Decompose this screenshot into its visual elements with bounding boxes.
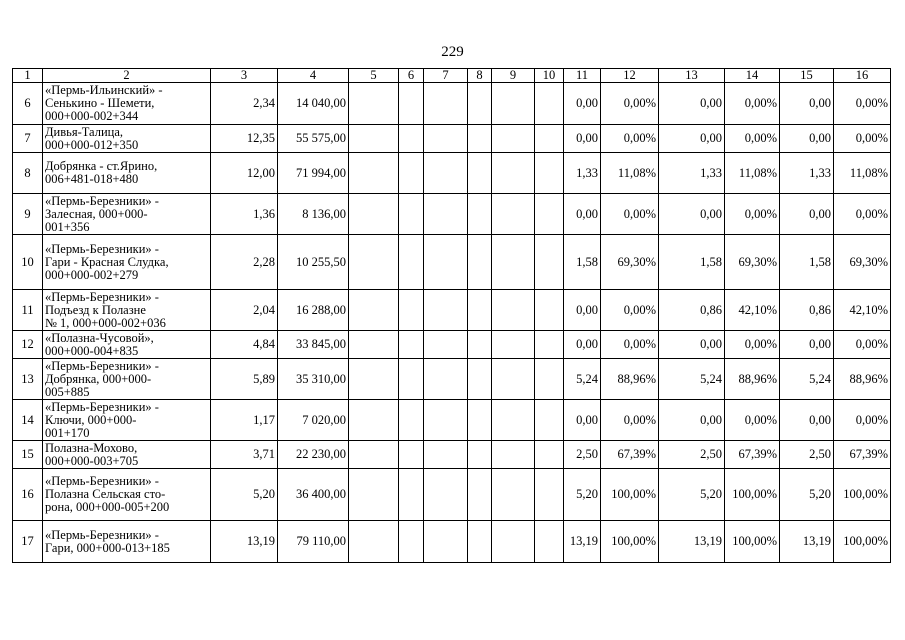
empty-cell-col7 (424, 153, 468, 194)
empty-cell-col7 (424, 441, 468, 469)
col13-cell: 0,00 (659, 194, 725, 235)
column-header-5: 5 (349, 69, 399, 83)
empty-cell-col9 (492, 153, 535, 194)
empty-cell-col7 (424, 469, 468, 521)
col16-cell: 0,00% (834, 83, 891, 125)
col13-cell: 0,00 (659, 83, 725, 125)
road-name-line: 000+000-002+279 (45, 267, 139, 282)
empty-cell-col10 (535, 125, 564, 153)
empty-cell-col5 (349, 359, 399, 400)
col14-cell: 100,00% (725, 469, 780, 521)
road-name-cell (43, 441, 211, 469)
col12-cell: 0,00% (601, 400, 659, 441)
col3-cell: 5,89 (211, 359, 278, 400)
col4-cell: 79 110,00 (278, 521, 349, 563)
empty-cell-col10 (535, 331, 564, 359)
col15-cell: 0,00 (780, 194, 834, 235)
empty-cell-col8 (468, 235, 492, 290)
col14-cell: 67,39% (725, 441, 780, 469)
empty-cell-col5 (349, 125, 399, 153)
road-name-line: Дивья-Талица, (45, 124, 124, 139)
col11-cell: 1,33 (564, 153, 601, 194)
col12-cell: 0,00% (601, 331, 659, 359)
empty-cell-col9 (492, 441, 535, 469)
empty-cell-col6 (399, 469, 424, 521)
road-name-cell (43, 125, 211, 153)
col11-cell: 5,20 (564, 469, 601, 521)
row-number-cell: 7 (13, 125, 43, 153)
road-name-cell (43, 290, 211, 331)
column-header-14: 14 (725, 69, 780, 83)
row-number-cell: 8 (13, 153, 43, 194)
col12-cell: 0,00% (601, 83, 659, 125)
col12-cell: 67,39% (601, 441, 659, 469)
empty-cell-col9 (492, 359, 535, 400)
table-row (13, 331, 891, 359)
empty-cell-col5 (349, 469, 399, 521)
empty-cell-col8 (468, 125, 492, 153)
col4-cell: 7 020,00 (278, 400, 349, 441)
col12-cell: 69,30% (601, 235, 659, 290)
col16-cell: 0,00% (834, 400, 891, 441)
road-name-line: «Пермь-Березники» - (45, 474, 159, 488)
col14-cell: 0,00% (725, 83, 780, 125)
empty-cell-col8 (468, 441, 492, 469)
col13-cell: 1,58 (659, 235, 725, 290)
empty-cell-col6 (399, 290, 424, 331)
table-row (13, 359, 891, 400)
empty-cell-col6 (399, 521, 424, 563)
col13-cell: 0,00 (659, 125, 725, 153)
road-name-line: Подъезд к Полазне (45, 302, 146, 317)
column-header-3: 3 (211, 69, 278, 83)
road-name-cell (43, 359, 211, 400)
empty-cell-col10 (535, 469, 564, 521)
table-row (13, 469, 891, 521)
table-row (13, 521, 891, 563)
col15-cell: 0,00 (780, 331, 834, 359)
page-number: 229 (441, 44, 464, 60)
empty-cell-col8 (468, 400, 492, 441)
road-name-line: 000+000-003+705 (45, 453, 139, 468)
col15-cell: 0,00 (780, 83, 834, 125)
col4-cell: 36 400,00 (278, 469, 349, 521)
empty-cell-col8 (468, 469, 492, 521)
empty-cell-col10 (535, 441, 564, 469)
col16-cell: 11,08% (834, 153, 891, 194)
col4-cell: 8 136,00 (278, 194, 349, 235)
row-number-cell: 16 (13, 469, 43, 521)
road-name-line: 000+000-004+835 (45, 343, 139, 358)
road-name-cell (43, 235, 211, 290)
column-header-12: 12 (601, 69, 659, 83)
column-header-10: 10 (535, 69, 564, 83)
col15-cell: 0,86 (780, 290, 834, 331)
table-row (13, 290, 891, 331)
col15-cell: 1,58 (780, 235, 834, 290)
col3-cell: 2,28 (211, 235, 278, 290)
table-row (13, 125, 891, 153)
empty-cell-col8 (468, 521, 492, 563)
col14-cell: 69,30% (725, 235, 780, 290)
col11-cell: 0,00 (564, 290, 601, 331)
col12-cell: 100,00% (601, 521, 659, 563)
table-row (13, 153, 891, 194)
col14-cell: 0,00% (725, 194, 780, 235)
column-header-11: 11 (564, 69, 601, 83)
column-header-16: 16 (834, 69, 891, 83)
col14-cell: 88,96% (725, 359, 780, 400)
col15-cell: 0,00 (780, 400, 834, 441)
col12-cell: 0,00% (601, 125, 659, 153)
empty-cell-col7 (424, 290, 468, 331)
road-name-line: 001+170 (45, 425, 90, 440)
empty-cell-col9 (492, 400, 535, 441)
col13-cell: 5,20 (659, 469, 725, 521)
column-header-2: 2 (43, 69, 211, 83)
col15-cell: 0,00 (780, 125, 834, 153)
col3-cell: 1,36 (211, 194, 278, 235)
column-header-6: 6 (399, 69, 424, 83)
col12-cell: 88,96% (601, 359, 659, 400)
col14-cell: 11,08% (725, 153, 780, 194)
data-table (12, 68, 891, 563)
col4-cell: 71 994,00 (278, 153, 349, 194)
row-number-cell: 15 (13, 441, 43, 469)
empty-cell-col7 (424, 359, 468, 400)
row-number-cell: 12 (13, 331, 43, 359)
road-name-line: 001+356 (45, 219, 90, 234)
column-header-15: 15 (780, 69, 834, 83)
road-name-line: Добрянка - ст.Ярино, (45, 159, 158, 173)
road-name-cell (43, 83, 211, 125)
road-name-line: «Полазна-Чусовой», (45, 330, 154, 345)
col11-cell: 1,58 (564, 235, 601, 290)
col15-cell: 13,19 (780, 521, 834, 563)
road-name-line: № 1, 000+000-002+036 (45, 315, 166, 330)
table-row (13, 194, 891, 235)
col16-cell: 88,96% (834, 359, 891, 400)
empty-cell-col8 (468, 194, 492, 235)
col13-cell: 0,86 (659, 290, 725, 331)
row-number-cell: 11 (13, 290, 43, 331)
col16-cell: 0,00% (834, 125, 891, 153)
empty-cell-col5 (349, 441, 399, 469)
road-name-cell (43, 331, 211, 359)
table-row (13, 83, 891, 125)
col3-cell: 12,00 (211, 153, 278, 194)
empty-cell-col7 (424, 400, 468, 441)
empty-cell-col5 (349, 153, 399, 194)
road-name-line: Полазна Сельская сто- (45, 487, 166, 501)
column-header-1: 1 (13, 69, 43, 83)
col13-cell: 0,00 (659, 400, 725, 441)
empty-cell-col5 (349, 194, 399, 235)
col3-cell: 1,17 (211, 400, 278, 441)
empty-cell-col10 (535, 290, 564, 331)
col16-cell: 67,39% (834, 441, 891, 469)
road-name-line: Полазна-Мохово, (45, 440, 138, 455)
col11-cell: 0,00 (564, 125, 601, 153)
empty-cell-col6 (399, 83, 424, 125)
road-name-cell (43, 521, 211, 563)
empty-cell-col9 (492, 331, 535, 359)
empty-cell-col9 (492, 290, 535, 331)
empty-cell-col7 (424, 331, 468, 359)
col4-cell: 22 230,00 (278, 441, 349, 469)
empty-cell-col10 (535, 235, 564, 290)
table-row (13, 235, 891, 290)
road-name-line: Гари, 000+000-013+185 (45, 540, 170, 555)
col3-cell: 12,35 (211, 125, 278, 153)
col16-cell: 69,30% (834, 235, 891, 290)
row-number-cell: 14 (13, 400, 43, 441)
empty-cell-col6 (399, 194, 424, 235)
col12-cell: 0,00% (601, 194, 659, 235)
empty-cell-col8 (468, 359, 492, 400)
col15-cell: 5,20 (780, 469, 834, 521)
col13-cell: 0,00 (659, 331, 725, 359)
row-number-cell: 13 (13, 359, 43, 400)
col11-cell: 0,00 (564, 400, 601, 441)
row-number-cell: 17 (13, 521, 43, 563)
col14-cell: 0,00% (725, 125, 780, 153)
road-name-line: 006+481-018+480 (45, 172, 139, 186)
empty-cell-col6 (399, 359, 424, 400)
empty-cell-col5 (349, 331, 399, 359)
col11-cell: 5,24 (564, 359, 601, 400)
col4-cell: 55 575,00 (278, 125, 349, 153)
empty-cell-col6 (399, 125, 424, 153)
empty-cell-col9 (492, 469, 535, 521)
col12-cell: 0,00% (601, 290, 659, 331)
empty-cell-col7 (424, 194, 468, 235)
column-header-13: 13 (659, 69, 725, 83)
road-name-cell (43, 469, 211, 521)
road-name-line: Ключи, 000+000- (45, 412, 137, 427)
col3-cell: 2,04 (211, 290, 278, 331)
col11-cell: 0,00 (564, 194, 601, 235)
col3-cell: 2,34 (211, 83, 278, 125)
road-name-line: Гари - Красная Слудка, (45, 254, 169, 269)
road-name-line: Сенькино - Шемети, (45, 96, 155, 110)
col11-cell: 0,00 (564, 83, 601, 125)
col4-cell: 16 288,00 (278, 290, 349, 331)
table-row (13, 441, 891, 469)
empty-cell-col10 (535, 194, 564, 235)
header-row (13, 69, 891, 83)
empty-cell-col7 (424, 125, 468, 153)
empty-cell-col8 (468, 83, 492, 125)
empty-cell-col10 (535, 400, 564, 441)
empty-cell-col6 (399, 331, 424, 359)
empty-cell-col10 (535, 521, 564, 563)
empty-cell-col6 (399, 153, 424, 194)
col14-cell: 100,00% (725, 521, 780, 563)
road-name-line: «Пермь-Березники» - (45, 358, 159, 373)
empty-cell-col6 (399, 441, 424, 469)
road-name-line: рона, 000+000-005+200 (45, 500, 170, 514)
table-row (13, 400, 891, 441)
col12-cell: 100,00% (601, 469, 659, 521)
empty-cell-col5 (349, 235, 399, 290)
col4-cell: 10 255,50 (278, 235, 349, 290)
road-name-cell (43, 153, 211, 194)
empty-cell-col9 (492, 194, 535, 235)
empty-cell-col6 (399, 235, 424, 290)
empty-cell-col8 (468, 290, 492, 331)
empty-cell-col9 (492, 521, 535, 563)
empty-cell-col8 (468, 153, 492, 194)
row-number-cell: 10 (13, 235, 43, 290)
col4-cell: 35 310,00 (278, 359, 349, 400)
col14-cell: 0,00% (725, 400, 780, 441)
empty-cell-col5 (349, 290, 399, 331)
col15-cell: 1,33 (780, 153, 834, 194)
col3-cell: 3,71 (211, 441, 278, 469)
empty-cell-col10 (535, 83, 564, 125)
empty-cell-col6 (399, 400, 424, 441)
empty-cell-col5 (349, 83, 399, 125)
empty-cell-col8 (468, 331, 492, 359)
col14-cell: 0,00% (725, 331, 780, 359)
row-number-cell: 6 (13, 83, 43, 125)
col16-cell: 100,00% (834, 521, 891, 563)
empty-cell-col7 (424, 83, 468, 125)
column-header-9: 9 (492, 69, 535, 83)
col3-cell: 13,19 (211, 521, 278, 563)
col12-cell: 11,08% (601, 153, 659, 194)
road-name-line: «Пермь-Березники» - (45, 399, 159, 414)
road-name-line: 005+885 (45, 384, 90, 399)
road-name-line: «Пермь-Березники» - (45, 527, 159, 542)
road-name-cell (43, 194, 211, 235)
road-name-line: Добрянка, 000+000- (45, 371, 152, 386)
col11-cell: 2,50 (564, 441, 601, 469)
col14-cell: 42,10% (725, 290, 780, 331)
empty-cell-col10 (535, 359, 564, 400)
col4-cell: 33 845,00 (278, 331, 349, 359)
empty-cell-col7 (424, 235, 468, 290)
road-name-line: «Пермь-Березники» - (45, 241, 159, 256)
road-name-line: 000+000-002+344 (45, 109, 139, 123)
road-name-cell (43, 400, 211, 441)
road-name-line: «Пермь-Березники» - (45, 193, 159, 208)
column-header-4: 4 (278, 69, 349, 83)
col16-cell: 42,10% (834, 290, 891, 331)
road-name-line: «Пермь-Ильинский» - (45, 83, 163, 97)
road-name-line: «Пермь-Березники» - (45, 289, 159, 304)
empty-cell-col9 (492, 125, 535, 153)
col15-cell: 2,50 (780, 441, 834, 469)
col13-cell: 5,24 (659, 359, 725, 400)
row-number-cell: 9 (13, 194, 43, 235)
col11-cell: 0,00 (564, 331, 601, 359)
empty-cell-col9 (492, 83, 535, 125)
empty-cell-col10 (535, 153, 564, 194)
road-name-line: 000+000-012+350 (45, 137, 139, 152)
empty-cell-col7 (424, 521, 468, 563)
col13-cell: 13,19 (659, 521, 725, 563)
col16-cell: 0,00% (834, 331, 891, 359)
empty-cell-col5 (349, 400, 399, 441)
empty-cell-col9 (492, 235, 535, 290)
col13-cell: 2,50 (659, 441, 725, 469)
table-body (13, 83, 891, 563)
col16-cell: 0,00% (834, 194, 891, 235)
road-name-line: Залесная, 000+000- (45, 206, 148, 221)
col11-cell: 13,19 (564, 521, 601, 563)
col13-cell: 1,33 (659, 153, 725, 194)
col15-cell: 5,24 (780, 359, 834, 400)
col4-cell: 14 040,00 (278, 83, 349, 125)
col16-cell: 100,00% (834, 469, 891, 521)
col3-cell: 5,20 (211, 469, 278, 521)
column-header-7: 7 (424, 69, 468, 83)
empty-cell-col5 (349, 521, 399, 563)
column-header-8: 8 (468, 69, 492, 83)
col3-cell: 4,84 (211, 331, 278, 359)
